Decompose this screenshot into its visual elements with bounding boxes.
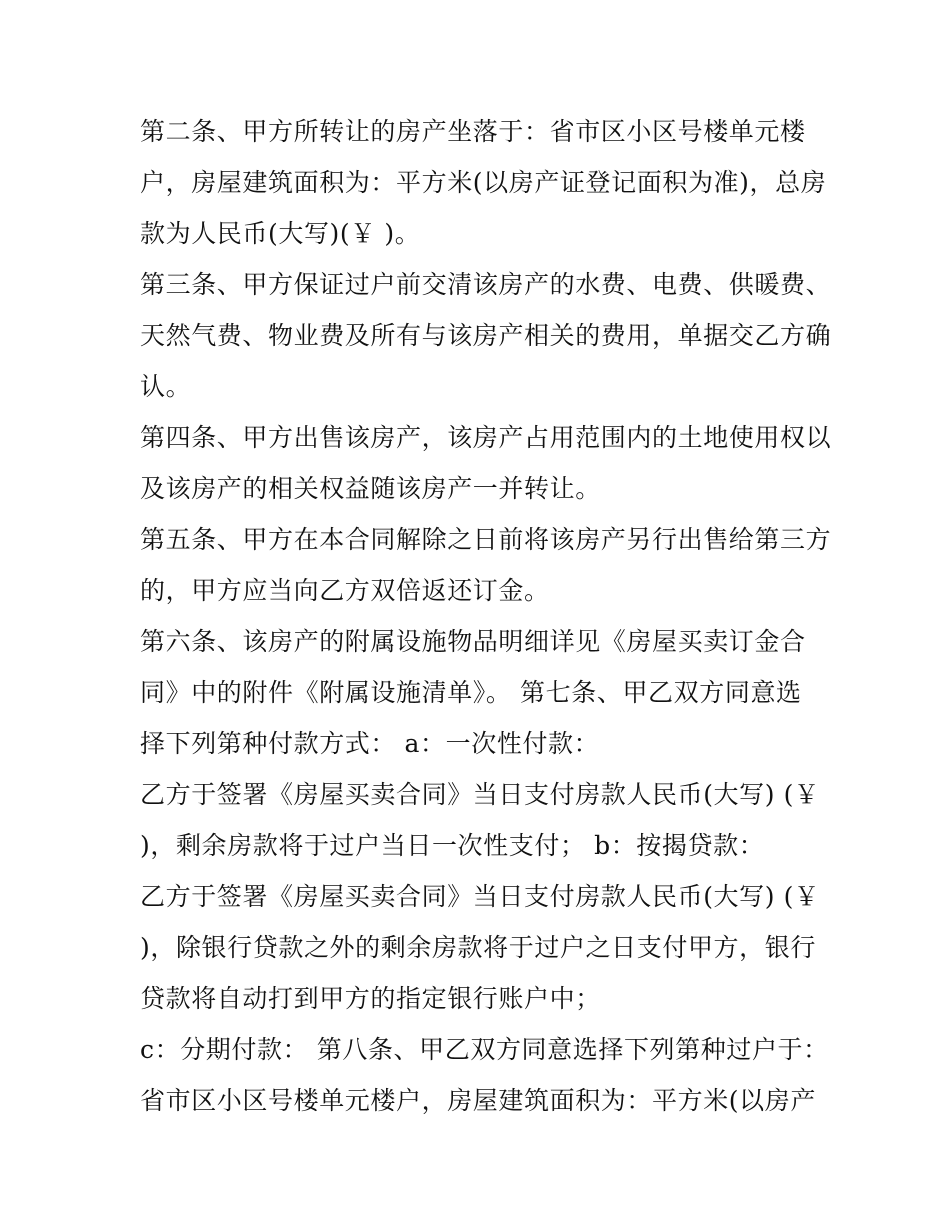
text-line: 择下列第种付款方式： a：一次性付款： bbox=[140, 729, 600, 758]
text-line: 户，房屋建筑面积为：平方米(以房产证登记面积为准)，总房 bbox=[140, 168, 827, 197]
text-line: 认。 bbox=[140, 372, 192, 401]
text-line: 第六条、该房产的附属设施物品明细详见《房屋买卖订金合 bbox=[140, 627, 806, 656]
text-line: 乙方于签署《房屋买卖合同》当日支付房款人民币(大写) (￥ bbox=[140, 780, 820, 809]
text-line: )，剩余房款将于过户当日一次性支付； b：按揭贷款： bbox=[140, 831, 765, 860]
contract-text bbox=[140, 106, 832, 1126]
text-line: 款为人民币(大写)(￥ )。 bbox=[140, 219, 421, 248]
text-line: c：分期付款： 第八条、甲乙双方同意选择下列第种过户于： bbox=[140, 1035, 829, 1064]
text-line: 及该房产的相关权益随该房产一并转让。 bbox=[140, 474, 601, 503]
text-line: 天然气费、物业费及所有与该房产相关的费用，单据交乙方确 bbox=[140, 321, 832, 350]
text-line: )，除银行贷款之外的剩余房款将于过户之日支付甲方，银行 bbox=[140, 933, 816, 962]
text-line: 第三条、甲方保证过户前交清该房产的水费、电费、供暖费、 bbox=[140, 270, 832, 299]
text-line: 同》中的附件《附属设施清单》。 第七条、甲乙双方同意选 bbox=[140, 678, 802, 707]
text-line: 第四条、甲方出售该房产，该房产占用范围内的土地使用权以 bbox=[140, 423, 832, 452]
text-line: 贷款将自动打到甲方的指定银行账户中； bbox=[140, 984, 601, 1013]
text-line: 乙方于签署《房屋买卖合同》当日支付房款人民币(大写) (￥ bbox=[140, 882, 820, 911]
text-line: 第二条、甲方所转让的房产坐落于：省市区小区号楼单元楼 bbox=[140, 117, 806, 146]
text-line: 的，甲方应当向乙方双倍返还订金。 bbox=[140, 576, 550, 605]
text-line: 第五条、甲方在本合同解除之日前将该房产另行出售给第三方 bbox=[140, 525, 832, 554]
text-line: 省市区小区号楼单元楼户，房屋建筑面积为：平方米(以房产 bbox=[140, 1086, 816, 1115]
